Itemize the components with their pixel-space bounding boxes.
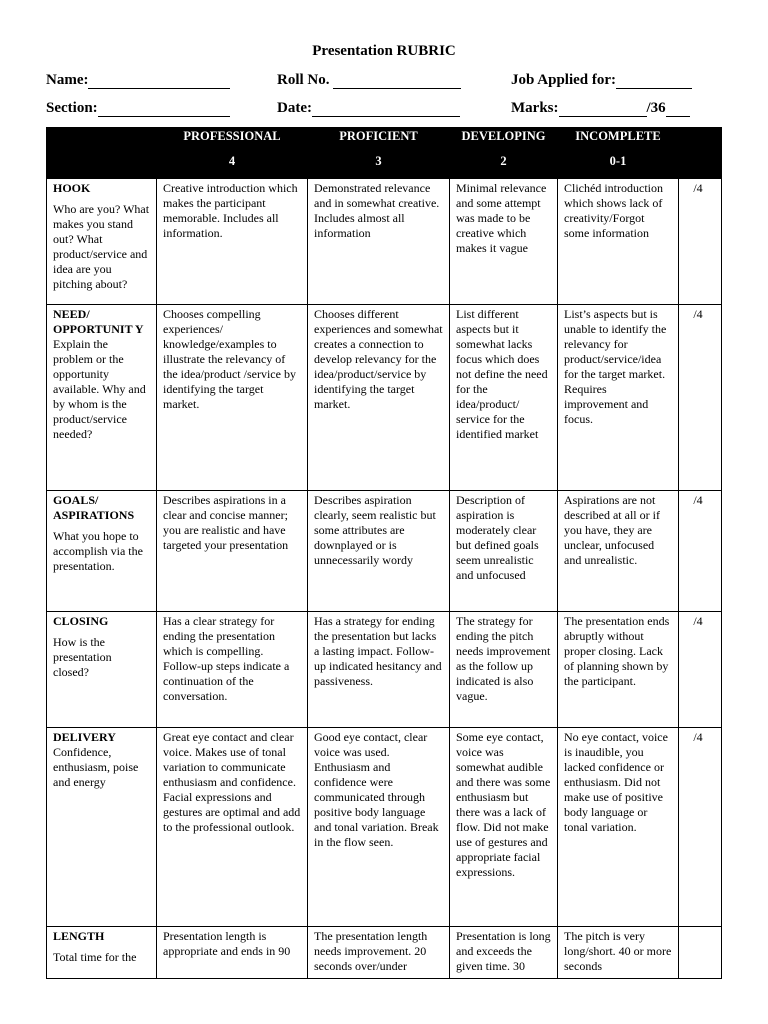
table-cell: Good eye contact, clear voice was used. Enthusiasm and confidence were communicated through positive body language and tonal variation. Break in the flow seen. (308, 728, 450, 927)
table-cell: Presentation is long and exceeds the given time. 30 (450, 927, 558, 979)
name-line (88, 74, 230, 89)
marks-label: Marks: (511, 100, 559, 116)
table-cell: The presentation ends abruptly without proper closing. Lack of planning shown by the participant. (558, 612, 679, 728)
section-label: Section: (46, 100, 98, 116)
table-cell: Chooses compelling experiences/ knowledge/examples to illustrate the relevancy of the idea/product /service by identifying the target market. (157, 305, 308, 491)
table-cell: Creative introduction which makes the participant memorable. Includes all information. (157, 179, 308, 305)
score-cell[interactable]: /4 (679, 305, 722, 491)
marks-total-line (666, 102, 690, 117)
score-cell[interactable]: /4 (679, 179, 722, 305)
table-cell: List’s aspects but is unable to identify the relevancy for product/service/idea for the target market. Requires improvement and focus. (558, 305, 679, 491)
section-field[interactable] (46, 100, 230, 117)
score-cell[interactable]: /4 (679, 491, 722, 612)
table-cell: Has a clear strategy for ending the presentation which is compelling. Follow-up steps indicate a continuation of the conversation. (157, 612, 308, 728)
table-cell: The pitch is very long/short. 40 or more seconds (558, 927, 679, 979)
table-cell: Some eye contact, voice was somewhat audible and there was some enthusiasm but there was a lack of flow. Did not make use of gestures and appropriate facial expressions. (450, 728, 558, 927)
date-line (312, 102, 460, 117)
table-row (47, 728, 722, 927)
criterion-cell: HOOK Who are you? What makes you stand out? What product/service and idea are you pitching about? (47, 179, 157, 305)
job-label: Job Applied for: (511, 72, 617, 88)
table-row (47, 612, 722, 728)
table-cell: Aspirations are not described at all or if you have, they are unclear, unfocused and unrealistic. (558, 491, 679, 612)
page-title: Presentation RUBRIC (312, 43, 456, 59)
table-cell: Has a strategy for ending the presentation but lacks a lasting impact. Follow-up indicated hesitancy and passiveness. (308, 612, 450, 728)
score-cell[interactable]: /4 (679, 612, 722, 728)
marks-total: /36 (646, 100, 666, 116)
date-field[interactable] (277, 100, 460, 117)
roll-field[interactable] (277, 72, 461, 89)
table-row (47, 927, 722, 979)
table-cell: Describes aspiration clearly, seem realistic but some attributes are downplayed or is unnecessarily wordy (308, 491, 450, 612)
table-cell: Presentation length is appropriate and ends in 90 (157, 927, 308, 979)
roll-label: Roll No. (277, 72, 330, 88)
criterion-cell: CLOSING How is the presentation closed? (47, 612, 157, 728)
table-cell: Description of aspiration is moderately clear but defined goals seem unrealistic and unfocused (450, 491, 558, 612)
table-cell: Great eye contact and clear voice. Makes use of tonal variation to communicate enthusiasm and confidence. Facial expressions and gestures are optimal and add to the professional outlook. (157, 728, 308, 927)
table-cell: Minimal relevance and some attempt was made to be creative which makes it vague (450, 179, 558, 305)
header-row (47, 128, 722, 179)
job-line (616, 74, 692, 89)
corner-cell (47, 128, 157, 179)
score-cell[interactable]: /4 (679, 728, 722, 927)
table-row (47, 179, 722, 305)
marks-field[interactable] (511, 100, 690, 117)
score-header (679, 128, 722, 179)
column-header-incomplete: INCOMPLETE 0-1 (558, 128, 679, 179)
marks-line (559, 102, 647, 117)
rubric-table (46, 127, 722, 979)
criterion-cell: NEED/ OPPORTUNIT Y Explain the problem or the opportunity available. Why and by whom is the product/service needed? (47, 305, 157, 491)
name-label: Name: (46, 72, 89, 88)
table-cell: No eye contact, voice is inaudible, you lacked confidence or enthusiasm. Did not make use of positive body language or tonal variation. (558, 728, 679, 927)
criterion-cell: GOALS/ ASPIRATIONS What you hope to accomplish via the presentation. (47, 491, 157, 612)
column-header-proficient: PROFICIENT 3 (308, 128, 450, 179)
column-header-professional: PROFESSIONAL 4 (157, 128, 308, 179)
table-cell: Clichéd introduction which shows lack of creativity/Forgot some information (558, 179, 679, 305)
score-cell[interactable] (679, 927, 722, 979)
criterion-cell: DELIVERY Confidence, enthusiasm, poise and energy (47, 728, 157, 927)
section-line (98, 102, 230, 117)
table-cell: The presentation length needs improvement. 20 seconds over/under (308, 927, 450, 979)
table-cell: The strategy for ending the pitch needs improvement as the follow up indicated is also vague. (450, 612, 558, 728)
column-header-developing: DEVELOPING 2 (450, 128, 558, 179)
table-row (47, 305, 722, 491)
name-field[interactable] (46, 72, 230, 89)
table-row (47, 491, 722, 612)
table-cell: Describes aspirations in a clear and concise manner; you are realistic and have targeted your presentation (157, 491, 308, 612)
table-cell: List different aspects but it somewhat lacks focus which does not define the need for the idea/product/ service for the identified market (450, 305, 558, 491)
date-label: Date: (277, 100, 312, 116)
table-cell: Demonstrated relevance and in somewhat creative. Includes almost all information (308, 179, 450, 305)
job-field[interactable] (511, 72, 692, 89)
roll-line (333, 74, 461, 89)
table-cell: Chooses different experiences and somewhat creates a connection to develop relevancy for the idea/product/service by identifying the target market. (308, 305, 450, 491)
criterion-cell: LENGTH Total time for the (47, 927, 157, 979)
